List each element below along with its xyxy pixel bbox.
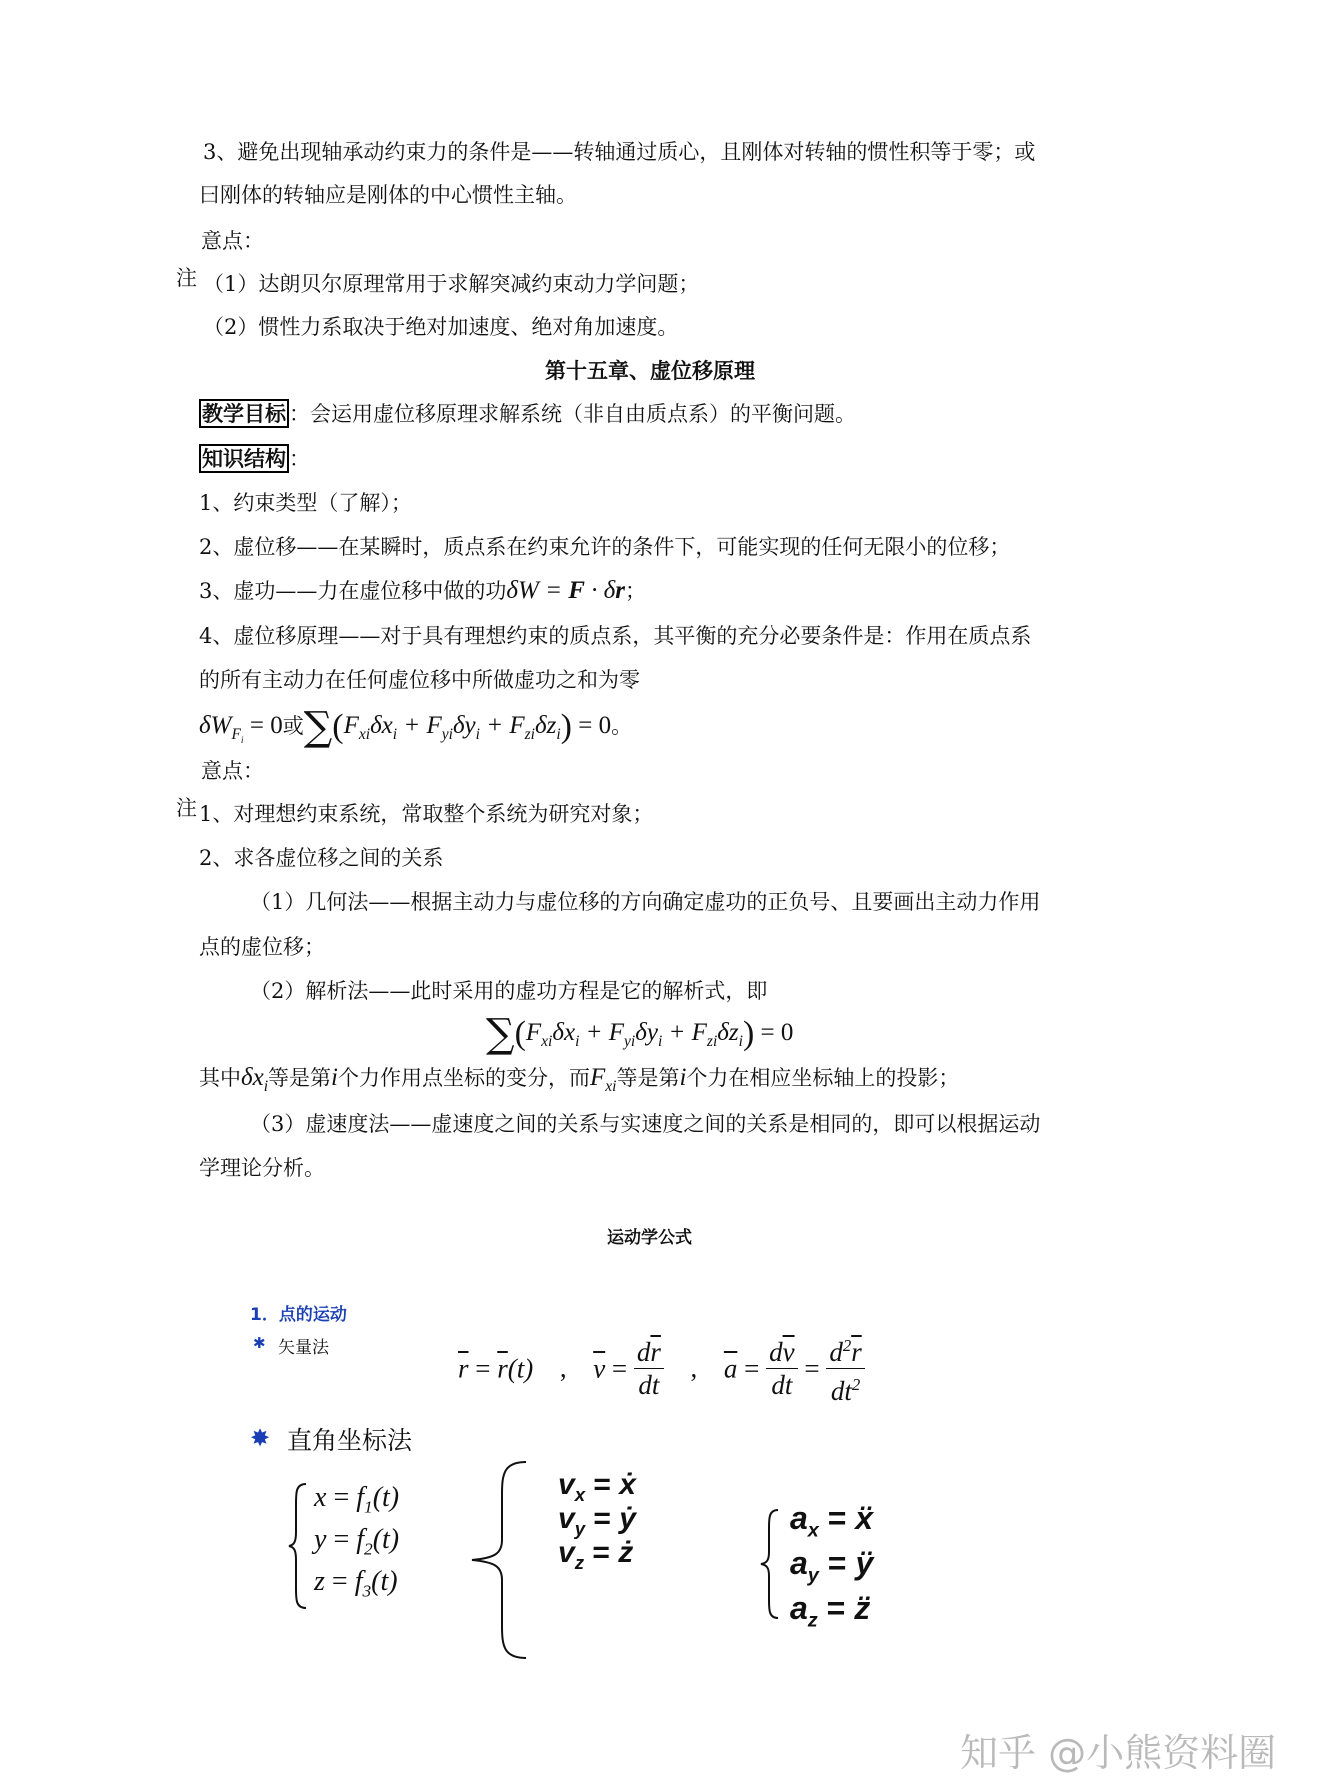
eq-y-f2: $y = f_2(t)$ <box>314 1524 400 1559</box>
left-brace-1-icon <box>288 1482 310 1610</box>
teaching-goal <box>199 401 856 427</box>
note-item-1: （1）达朗贝尔原理常用于求解突减约束动力学问题； <box>203 272 700 296</box>
item-2: 2、虚位移——在某瞬时，质点系在约束允许的条件下，可能实现的任何无限小的位移； <box>199 535 1011 559</box>
item-4-line1: 4、虚位移原理——对于具有理想约束的质点系，其平衡的充分必要条件是：作用在质点系 <box>199 624 1032 648</box>
knowledge-structure <box>199 446 310 472</box>
chapter-title: 第十五章、虚位移原理 <box>545 358 755 383</box>
item3-line2: 曰刚体的转轴应是刚体的中心惯性主轴。 <box>199 183 577 207</box>
goal-label: 教学目标 <box>199 399 289 428</box>
note-2-item-2: 2、求各虚位移之间的关系 <box>199 846 444 870</box>
geometric-method-l1: （1）几何法——根据主动力与虚位移的方向确定虚功的正负号、且要画出主动力作用 <box>250 890 1041 914</box>
goal-text: ：会运用虚位移原理求解系统（非自由质点系）的平衡问题。 <box>289 402 856 426</box>
eq-ax: $a_x$ = ẍ <box>790 1500 874 1542</box>
note-2-item-1: 1、对理想约束系统，常取整个系统为研究对象； <box>199 802 654 826</box>
eq-x-f1: $x = f_1(t)$ <box>314 1482 400 1517</box>
item-3 <box>199 578 646 604</box>
eq-vx: $v_x$ = ẋ <box>558 1468 636 1505</box>
eq-az: $a_z$ = z̈ <box>790 1590 871 1632</box>
left-brace-2-icon <box>470 1460 530 1660</box>
geometric-method-l2: 点的虚位移； <box>199 935 325 959</box>
cartesian-method-label: 直角坐标法 <box>287 1426 413 1455</box>
note-item-2: （2）惯性力系取决于绝对加速度、绝对角加速度。 <box>203 315 679 339</box>
item-3-text: 3、虚功——力在虚位移中做的功 <box>199 579 507 603</box>
struct-label: 知识结构 <box>199 444 289 473</box>
note-label-2: 意点： <box>201 759 264 783</box>
explanation-line: 其中$\delta x_i$等是第i个力作用点坐标的变分，而$F_{xi}$等是第i个力在相应坐标轴上的投影； <box>199 1064 960 1095</box>
eq-or: 或 <box>282 714 304 738</box>
virtual-work-formula: δW = F · δr <box>506 577 625 604</box>
left-brace-3-icon <box>760 1508 782 1620</box>
item-4-line2: 的所有主动力在任何虚位移中所做虚功之和为零 <box>199 668 640 692</box>
item-1: 1、约束类型（了解）； <box>199 491 412 515</box>
eq-end: 。 <box>611 714 633 738</box>
eq-vz: $v_z$ = ż <box>558 1536 634 1573</box>
star-bullet-icon: ✱ <box>253 1334 266 1352</box>
item3-line1: 3、避免出现轴承动约束力的条件是——转轴通过质心，且刚体对转轴的惯性积等于零；或 <box>203 140 1036 164</box>
section-point-motion: 1．点的运动 <box>250 1305 347 1325</box>
note-zhu: 注 <box>176 266 197 290</box>
vector-method-label: 矢量法 <box>278 1338 329 1358</box>
virtual-velocity-l2: 学理论分析。 <box>199 1156 325 1180</box>
virtual-velocity-l1: （3）虚速度法——虚速度之间的关系与实速度之间的关系是相同的，即可以根据运动 <box>250 1112 1041 1136</box>
expl-5: 个力在相应坐标轴上的投影； <box>686 1066 960 1090</box>
eq-ay: $a_y$ = ÿ <box>790 1545 874 1587</box>
expl-1: 其中 <box>199 1066 241 1090</box>
analytic-equation: $\sum(F_{xi}\delta x_i + F_{yi}\delta y_i + F_{zi}\delta z_i) = 0$ <box>486 1011 794 1057</box>
note-zhu-2: 注 <box>176 796 197 820</box>
expl-4: 等是第 <box>616 1066 680 1090</box>
eq-vy: $v_y$ = ẏ <box>558 1502 636 1539</box>
item-3-end: ； <box>625 579 646 603</box>
watermark: 知乎 @小熊资料圈 <box>960 1731 1277 1775</box>
struct-colon: ： <box>289 447 310 471</box>
note-label: 意点： <box>201 229 264 253</box>
expl-2: 等是第 <box>268 1066 332 1090</box>
burst-bullet-icon: ✸ <box>250 1424 271 1452</box>
eq-z-f3: $z = f_3(t)$ <box>314 1566 398 1601</box>
vector-formulas: $\overline{r} = \overline{r}(t)$ , $\overline{v}$ = $\frac{d\overline{r}}{dt}$ , $\overline{a}$ = $\frac{d\overline{v}}{dt}$ = $\frac{d^2\overline{r}}{dt^2}$ <box>458 1332 865 1406</box>
analytic-method: （2）解析法——此时采用的虚功方程是它的解析式，即 <box>250 979 768 1003</box>
kinematics-title: 运动学公式 <box>607 1228 692 1248</box>
virtual-work-equation: $\delta W_{F_i} = 0$或$\sum(F_{xi}\delta x_i + F_{yi}\delta y_i + F_{zi}\delta z_i) = 0$。 <box>199 704 633 750</box>
expl-3: 个力作用点坐标的变分，而 <box>337 1066 590 1090</box>
